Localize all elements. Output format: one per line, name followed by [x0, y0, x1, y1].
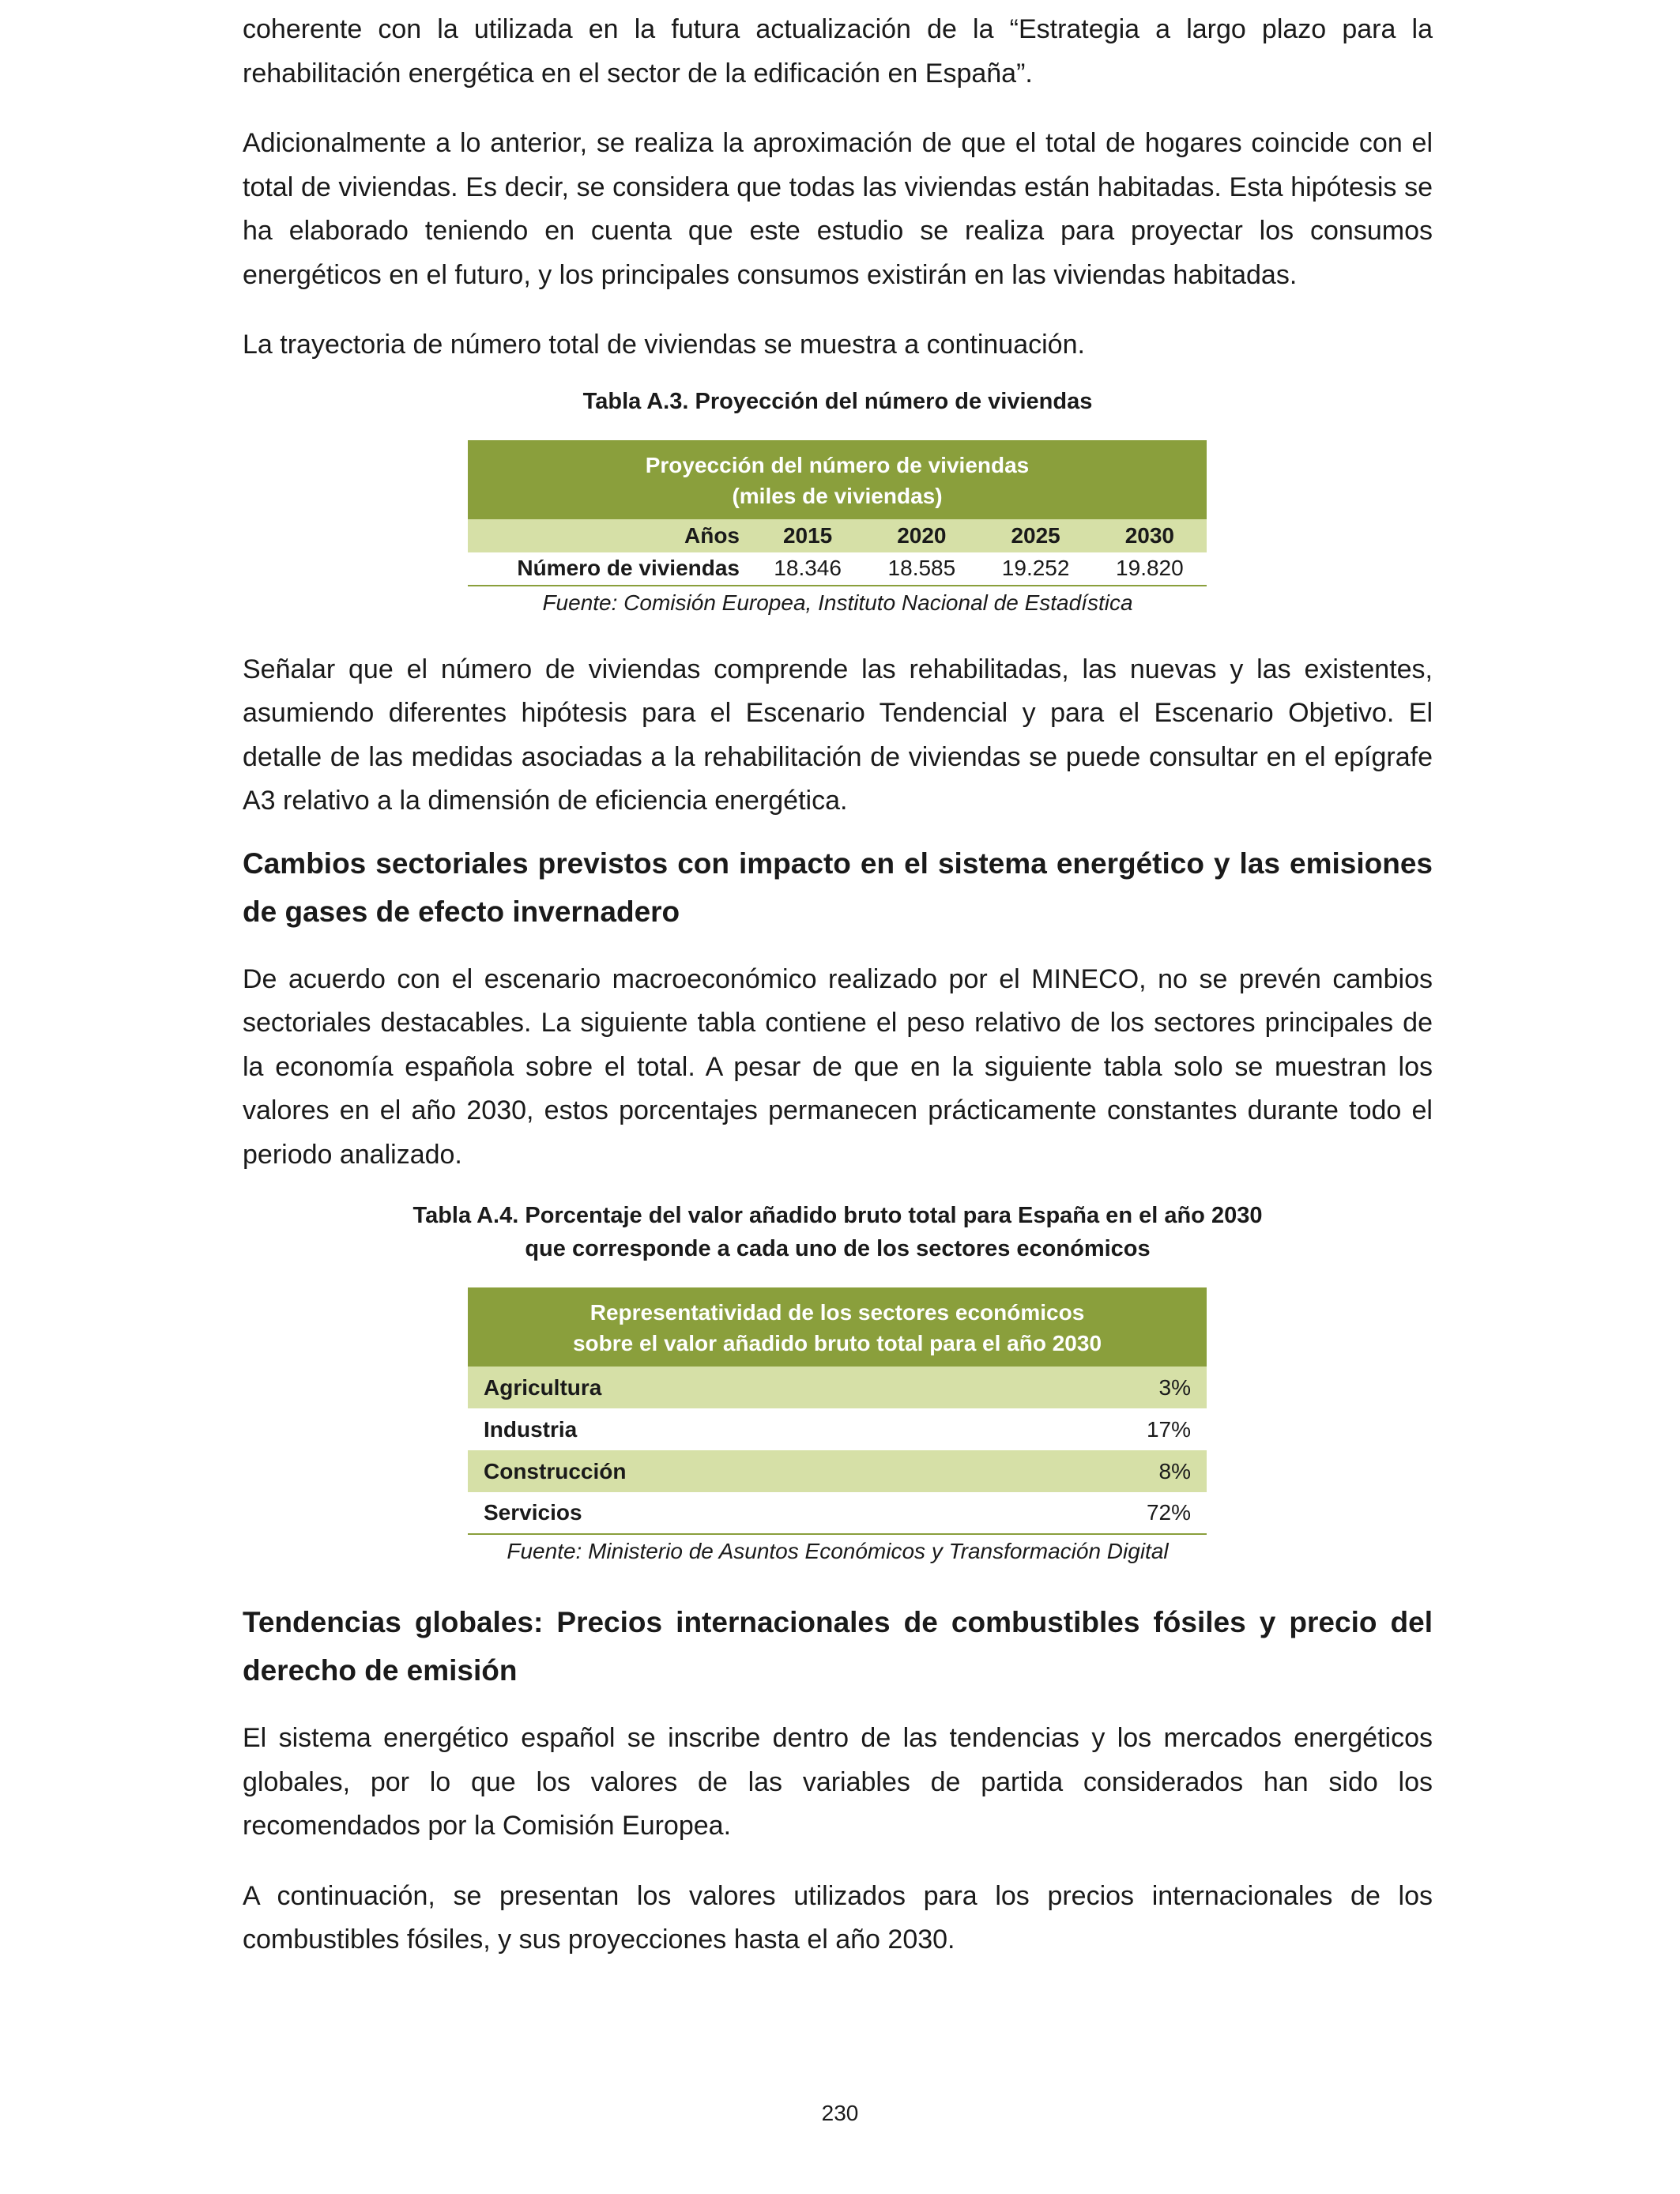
section-heading: Cambios sectoriales previstos con impacto en el sistema energético y las emisiones de gases de efecto invernadero — [243, 846, 1433, 928]
table-a3-header-line2: (miles de viviendas) — [732, 483, 943, 508]
year-header: 2020 — [897, 522, 947, 548]
table-row — [468, 1492, 1207, 1534]
document-page — [243, 8, 1433, 1989]
sector-value: 72% — [1146, 1500, 1191, 1525]
table-a4-source: Fuente: Ministerio de Asuntos Económicos y Transformación Digital — [507, 1539, 1169, 1563]
table-a4-caption: Tabla A.4. Porcentaje del valor añadido bruto total para España en el año 2030 — [412, 1203, 1263, 1228]
table-a4-header-line1: Representatividad de los sectores económicos — [590, 1300, 1085, 1325]
paragraph: Señalar que el número de viviendas comprende las rehabilitadas, las nuevas y las existentes, asumiendo diferentes hipótesis para el Escenario Tendencial y para el Escenario Objetivo. El detalle de las medidas asociadas a la rehabilitación de viviendas se puede consultar en el epígrafe A3 relativo a la dimensión de eficiencia energética. — [243, 654, 1433, 816]
year-header: 2015 — [782, 522, 833, 548]
sector-name: Industria — [484, 1416, 578, 1442]
table-row — [468, 1450, 1207, 1492]
sector-name: Servicios — [484, 1500, 582, 1525]
table-cell: 19.252 — [1001, 556, 1070, 580]
table-cell: 18.585 — [887, 556, 956, 580]
section-heading: Tendencias globales: Precios internacionales de combustibles fósiles y precio del derecho de emisión — [243, 1606, 1433, 1687]
paragraph: De acuerdo con el escenario macroeconómico realizado por el MINECO, no se prevén cambios sectoriales destacables. La siguiente tabla contiene el peso relativo de los sectores principales de la economía española sobre el total. A pesar de que en la siguiente tabla solo se muestran los valores en el año 2030, estos porcentajes permanecen prácticamente constantes durante todo el periodo analizado. — [243, 963, 1433, 1170]
table-a4-header — [468, 1287, 1207, 1367]
table-a3 — [468, 440, 1207, 586]
sector-value: 17% — [1146, 1416, 1191, 1442]
year-header: 2025 — [1011, 522, 1060, 548]
row-label: Número de viviendas — [517, 556, 740, 580]
sector-name: Agricultura — [484, 1374, 602, 1400]
table-cell: 19.820 — [1116, 556, 1184, 580]
table-row — [468, 1367, 1207, 1408]
sector-value: 3% — [1158, 1374, 1191, 1400]
paragraph: coherente con la utilizada en la futura actualización de la “Estrategia a largo plazo para la rehabilitación energética en el sector de la edificación en España”. — [243, 14, 1433, 89]
sector-name: Construcción — [484, 1458, 627, 1483]
year-header: 2030 — [1124, 522, 1175, 548]
page-number: 230 — [821, 2101, 859, 2125]
table-row — [468, 1408, 1207, 1450]
paragraph: A continuación, se presentan los valores utilizados para los precios internacionales de los combustibles fósiles, y sus proyecciones hasta el año 2030. — [243, 1880, 1433, 1955]
table-a3-caption: Tabla A.3. Proyección del número de viviendas — [582, 388, 1093, 414]
paragraph: El sistema energético español se inscribe dentro de las tendencias y los mercados energéticos globales, por lo que los valores de las variables de partida considerados han sido los recomendados por la Comisión Europea. — [243, 1723, 1433, 1841]
paragraph: Adicionalmente a lo anterior, se realiza la aproximación de que el total de hogares coincide con el total de viviendas. Es decir, se considera que todas las viviendas están habitadas. Esta hipótesis se ha elaborado teniendo en cuenta que este estudio se realiza para proyectar los consumos energéticos en el futuro, y los principales consumos existirán en las viviendas habitadas. — [243, 128, 1433, 290]
table-a3-header — [468, 440, 1207, 519]
paragraph: La trayectoria de número total de viviendas se muestra a continuación. — [243, 330, 1085, 360]
sector-value: 8% — [1158, 1458, 1191, 1483]
years-label: Años — [684, 522, 740, 548]
table-a3-source: Fuente: Comisión Europea, Instituto Nacional de Estadística — [542, 590, 1133, 615]
table-cell: 18.346 — [774, 556, 842, 580]
table-a4-caption: que corresponde a cada uno de los sectores económicos — [525, 1236, 1151, 1261]
table-a4-header-line2: sobre el valor añadido bruto total para el año 2030 — [572, 1331, 1102, 1355]
table-a4 — [468, 1287, 1207, 1535]
table-a3-header-line1: Proyección del número de viviendas — [645, 452, 1030, 477]
